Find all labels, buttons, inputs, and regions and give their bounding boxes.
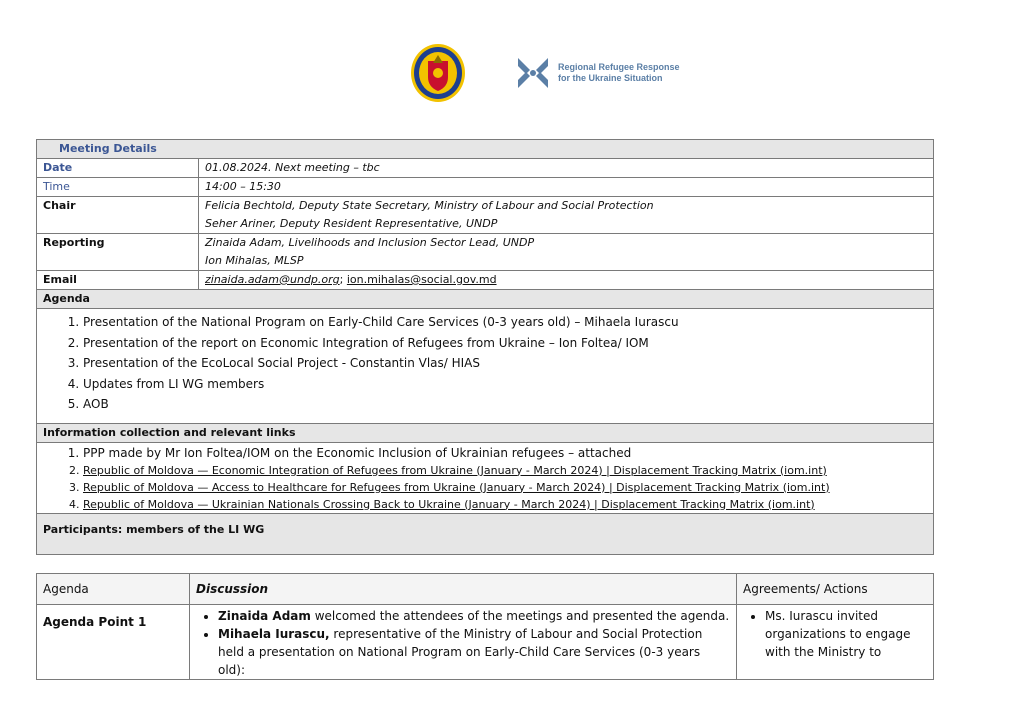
info-list bbox=[43, 445, 927, 513]
meeting-details-header-row bbox=[37, 140, 934, 159]
agenda-point-1-row bbox=[37, 605, 934, 680]
agenda-point-1-actions bbox=[737, 605, 934, 680]
info-list-cell bbox=[37, 442, 934, 513]
email-label: Email bbox=[37, 271, 199, 290]
email-row bbox=[37, 271, 934, 290]
agenda-list-cell bbox=[37, 309, 934, 424]
date-row bbox=[37, 159, 934, 178]
logo-text-line-2: for the Ukraine Situation bbox=[558, 73, 663, 83]
action-bullets bbox=[743, 607, 927, 661]
chair-line-1: Felicia Bechtold, Deputy State Secretary, Ministry of Labour and Social Protection bbox=[205, 199, 654, 212]
discussion-header-row bbox=[37, 574, 934, 605]
col-discussion-header: Discussion bbox=[190, 574, 737, 605]
info-item: 1. PPP made by Mr Ion Foltea/IOM on the Economic Inclusion of Ukrainian refugees – attached bbox=[83, 445, 927, 462]
col-agenda-header: Agenda bbox=[37, 574, 190, 605]
info-list-row bbox=[37, 442, 934, 513]
agenda-item: 2. Presentation of the report on Economic Integration of Refugees from Ukraine – Ion Foltea/ IOM bbox=[83, 333, 927, 354]
info-link[interactable]: 4. Republic of Moldova — Ukrainian Nationals Crossing Back to Ukraine (January - March 2024) | Displacement Tracking Matrix (iom.int) bbox=[83, 496, 927, 513]
meeting-details-header: Meeting Details bbox=[37, 140, 934, 159]
agenda-list-row bbox=[37, 309, 934, 424]
logo-text-line-1: Regional Refugee Response bbox=[558, 62, 680, 72]
reporting-line-1: Zinaida Adam, Livelihoods and Inclusion Sector Lead, UNDP bbox=[205, 236, 535, 249]
agenda-header-row bbox=[37, 290, 934, 309]
time-row bbox=[37, 178, 934, 197]
info-link[interactable]: 2. Republic of Moldova — Economic Integration of Refugees from Ukraine (January - March 2024) | Displacement Tracking Matrix (iom.int) bbox=[83, 462, 927, 479]
col-actions-header: Agreements/ Actions bbox=[737, 574, 934, 605]
discussion-table bbox=[36, 573, 934, 680]
meeting-details-table bbox=[36, 139, 934, 555]
agenda-list bbox=[43, 312, 927, 415]
participants-row bbox=[37, 513, 934, 554]
info-header-row bbox=[37, 423, 934, 442]
action-bullet: • Ms. Iurascu invited organizations to engage with the Ministry to bbox=[765, 607, 927, 661]
agenda-item: 3. Presentation of the EcoLocal Social Project - Constantin Vlas/ HIAS bbox=[83, 353, 927, 374]
time-label: Time bbox=[37, 178, 199, 197]
agenda-point-1-label: Agenda Point 1 bbox=[37, 605, 190, 680]
discussion-bullet bbox=[218, 607, 730, 625]
agenda-item: 1. Presentation of the National Program on Early-Child Care Services (0-3 years old) – Mihaela Iurascu bbox=[83, 312, 927, 333]
agenda-point-1-discussion bbox=[190, 605, 737, 680]
agenda-item: 4. Updates from LI WG members bbox=[83, 374, 927, 395]
discussion-bullet bbox=[218, 625, 730, 679]
reporting-line-2: Ion Mihalas, MLSP bbox=[205, 254, 304, 267]
chair-value bbox=[199, 197, 934, 234]
email-link-2[interactable]: ion.mihalas@social.gov.md bbox=[346, 273, 497, 286]
chair-line-2: Seher Ariner, Deputy Resident Representative, UNDP bbox=[205, 217, 498, 230]
date-value: 01.08.2024. Next meeting – tbc bbox=[199, 159, 934, 178]
speaker-name: Zinaida Adam bbox=[218, 609, 311, 623]
participants-text: Participants: members of the LI WG bbox=[37, 513, 934, 554]
email-separator: ; bbox=[339, 273, 344, 286]
agenda-item: 5. AOB bbox=[83, 394, 927, 415]
info-header: Information collection and relevant links bbox=[37, 423, 934, 442]
moldova-coat-of-arms-logo bbox=[410, 43, 466, 103]
info-link[interactable]: 3. Republic of Moldova — Access to Healthcare for Refugees from Ukraine (January - March 2024) | Displacement Tracking Matrix (iom.int) bbox=[83, 479, 927, 496]
reporting-value bbox=[199, 234, 934, 271]
agenda-header: Agenda bbox=[37, 290, 934, 309]
bullet-text: welcomed the attendees of the meetings and presented the agenda. bbox=[310, 609, 730, 623]
chair-row bbox=[37, 197, 934, 234]
time-value: 14:00 – 15:30 bbox=[199, 178, 934, 197]
date-label: Date bbox=[37, 159, 199, 178]
email-value bbox=[199, 271, 934, 290]
bullet-text: representative of the Ministry of Labour and Social Protection held a presentation on National Program on Early-Child Care Services (0-3 years old): bbox=[218, 627, 703, 677]
refugee-response-mark-icon bbox=[515, 55, 551, 91]
reporting-label: Reporting bbox=[37, 234, 199, 271]
logo-text bbox=[558, 62, 680, 84]
chair-label: Chair bbox=[37, 197, 199, 234]
email-link-1[interactable]: zinaida.adam@undp.org bbox=[205, 273, 340, 286]
reporting-row bbox=[37, 234, 934, 271]
regional-refugee-response-logo bbox=[515, 55, 680, 91]
speaker-name: Mihaela Iurascu, bbox=[218, 627, 330, 641]
discussion-bullets bbox=[196, 607, 730, 679]
